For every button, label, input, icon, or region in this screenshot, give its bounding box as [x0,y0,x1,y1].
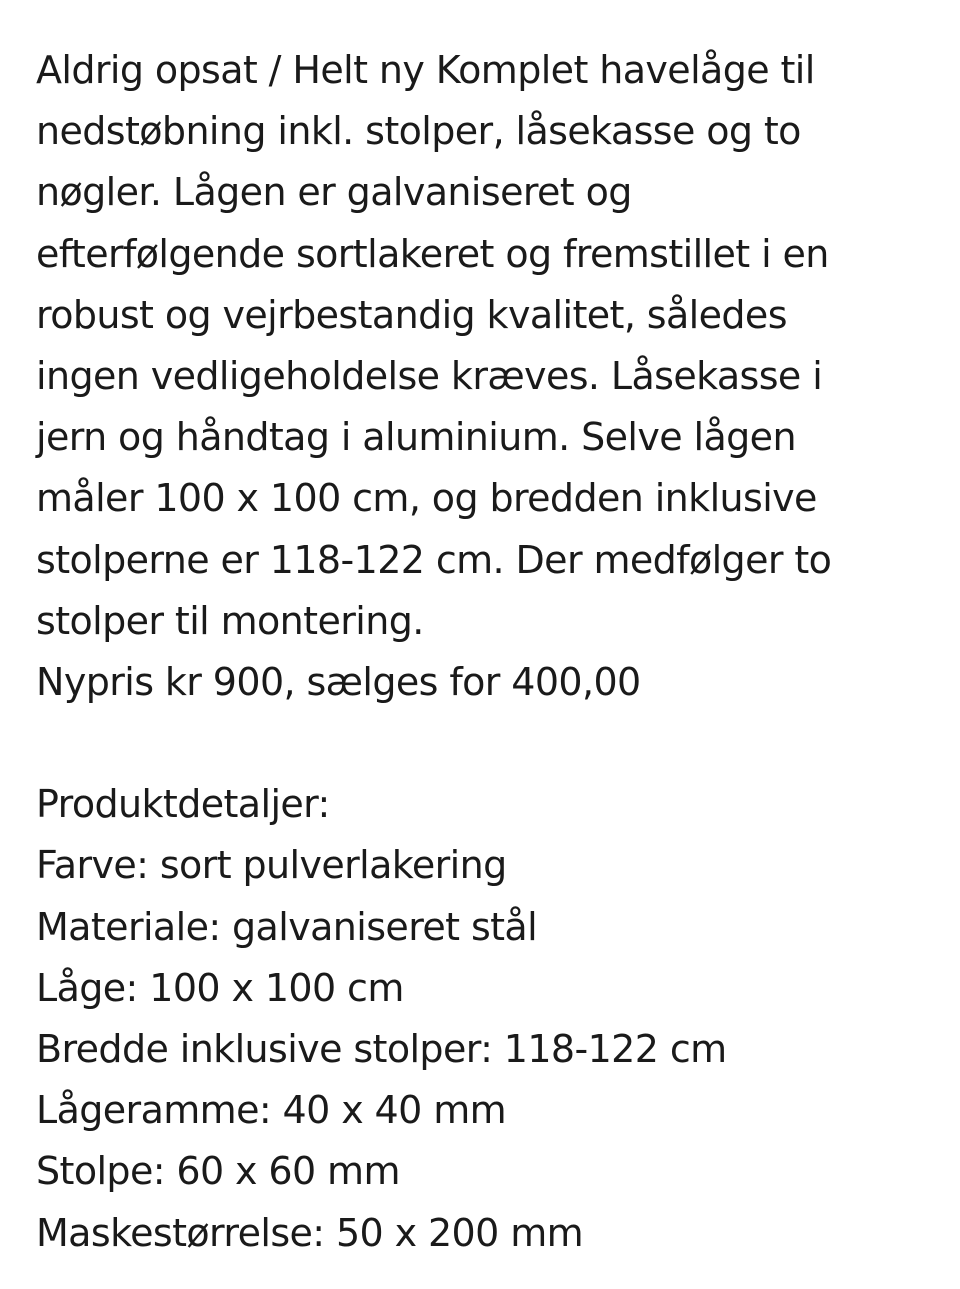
details-heading: Produktdetaljer: [36,782,330,827]
description-line: efterfølgende sortlakeret og fremstillet i en [36,231,829,276]
price-line: Nypris kr 900, sælges for 400,00 [36,659,641,704]
detail-item: Lågeramme: 40 x 40 mm [36,1088,507,1133]
description-line: nøgler. Lågen er galvaniseret og [36,170,632,215]
description-paragraph [36,40,936,652]
description-line: robust og vejrbestandig kvalitet, således [36,292,787,337]
detail-item: Bredde inklusive stolper: 118-122 cm [36,1027,727,1071]
listing-text [36,40,936,1264]
description-line: ingen vedligeholdelse kræves. Låsekasse i [36,353,823,398]
detail-item: Stolpe: 60 x 60 mm [36,1149,400,1194]
description-line: stolper til montering. [36,598,424,643]
description-line: nedstøbning inkl. stolper, låsekasse og to [36,109,801,154]
description-line: Aldrig opsat / Helt ny Komplet havelåge til [36,48,815,92]
detail-item: Materiale: galvaniseret stål [36,904,538,949]
spacer [36,713,936,774]
description-line: måler 100 x 100 cm, og bredden inklusive [36,476,817,521]
detail-item: Maskestørrelse: 50 x 200 mm [36,1210,584,1255]
product-details [36,774,936,1264]
detail-item: Farve: sort pulverlakering [36,843,507,888]
description-line: jern og håndtag i aluminium. Selve lågen [36,415,796,460]
detail-item: Låge: 100 x 100 cm [36,965,404,1010]
description-line: stolperne er 118-122 cm. Der medfølger to [36,537,832,582]
